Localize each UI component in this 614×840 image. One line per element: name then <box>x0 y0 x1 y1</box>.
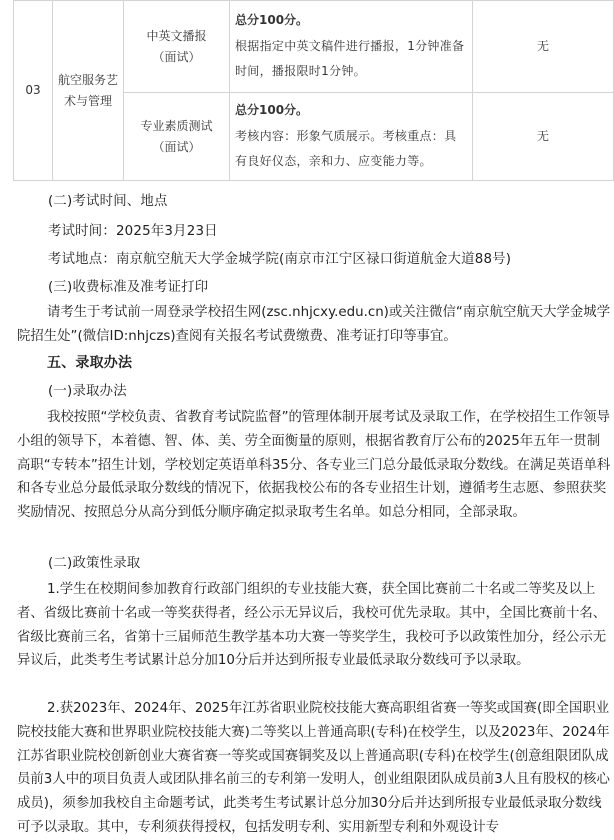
item-type: （面试） <box>152 139 201 154</box>
section-heading-admission: 五、录取办法 <box>47 355 133 371</box>
major-line-2: 术与管理 <box>63 93 112 108</box>
score-text: 总分100分。 <box>235 12 309 27</box>
item-name: 中英文播报 <box>146 28 207 43</box>
content-cell <box>230 93 473 181</box>
table-row <box>14 1 614 93</box>
content-cell <box>230 1 473 93</box>
score-text: 总分100分。 <box>235 102 309 117</box>
admission-paragraph: 我校按照“学校负责、省教育考试院监督”的管理体制开展考试及录取工作，在学校招生工作领导小组的领导下，本着德、智、体、美、劳全面衡量的原则，根据省教育厅公布的2025年五年一贯制高职“专转本”招生计划，学校划定英语单科35分、各专业三门总分最低录取分数线。在满足英语单科和各专业总分最低录取分数线的情况下，依据我校公布的各专业招生计划，遵循考生志愿、参照获奖奖励情况、按照总分从高分到低分顺序确定拟录取考生名单。如总分相同，全部录取。 <box>17 410 611 521</box>
exam-time: 考试时间：2025年3月23日 <box>48 224 218 239</box>
policy-paragraph-2: 2.获2023年、2024年、2025年江苏省职业院校技能大赛高职组省赛一等奖或国赛(即全国职业院校技能大赛和世界职业院校技能大赛)二等奖以上普通高职(专科)在校学生，以及2023年、2024年江苏省职业院校创新创业大赛省赛一等奖或国赛铜奖及以上普通高职(专科)在校学生(创意组限团队成员前3人中的项目负责人或团队排名前三的专利第一发明人，创业组限团队成员前3人且有股权的核心成员)，须参加我校自主命题考试，此类考生考试累计总分加30分后并达到所报专业最低录取分数线可予以录取。其中，专利须获得授权，包括发明专利、实用新型专利和外观设计专 <box>17 701 610 835</box>
fee-paragraph: 请考生于考试前一周登录学校招生网(zsc.nhjcxy.edu.cn)或关注微信“南京航空航天大学金城学院招生处”(微信ID:nhjczs)查阅有关报名考试费缴费、准考证打印等事宜。 <box>17 305 611 344</box>
exam-table <box>13 0 614 181</box>
item-name: 专业素质测试 <box>140 118 213 133</box>
section-title-exam-time: (二)考试时间、地点 <box>48 194 168 209</box>
section-title-fee: (三)收费标准及准考证打印 <box>48 280 209 295</box>
content-text: 考核内容：形象气质展示。考核重点：具有良好仪态，亲和力、应变能力等。 <box>235 128 457 168</box>
item-type: （面试） <box>152 49 201 64</box>
subsection-policy: (二)政策性录取 <box>48 556 141 571</box>
major-cell <box>53 1 124 181</box>
exam-place: 考试地点：南京航空航天大学金城学院(南京市江宁区禄口街道航金大道88号) <box>48 252 512 267</box>
subsection-admission-method: (一)录取办法 <box>48 384 127 399</box>
note-cell: 无 <box>473 93 614 181</box>
item-cell <box>124 1 230 93</box>
major-line-1: 航空服务艺 <box>57 72 118 87</box>
row-number: 03 <box>14 1 53 181</box>
item-cell <box>124 93 230 181</box>
policy-paragraph-1: 1.学生在校期间参加教育行政部门组织的专业技能大赛，获全国比赛前二十名或二等奖及以上者、省级比赛前十名或一等奖获得者，经公示无异议后，我校可优先录取。其中，全国比赛前十名、省级比赛前三名，省第十三届师范生教学基本功大赛一等奖学生，我校可予以政策性加分，经公示无异议后，此类考生考试累计总分加10分后并达到所报专业最低录取分数线可予以录取。 <box>17 582 607 669</box>
content-text: 根据指定中英文稿件进行播报，1分钟准备时间，播报限时1分钟。 <box>235 38 465 78</box>
note-cell: 无 <box>473 1 614 93</box>
